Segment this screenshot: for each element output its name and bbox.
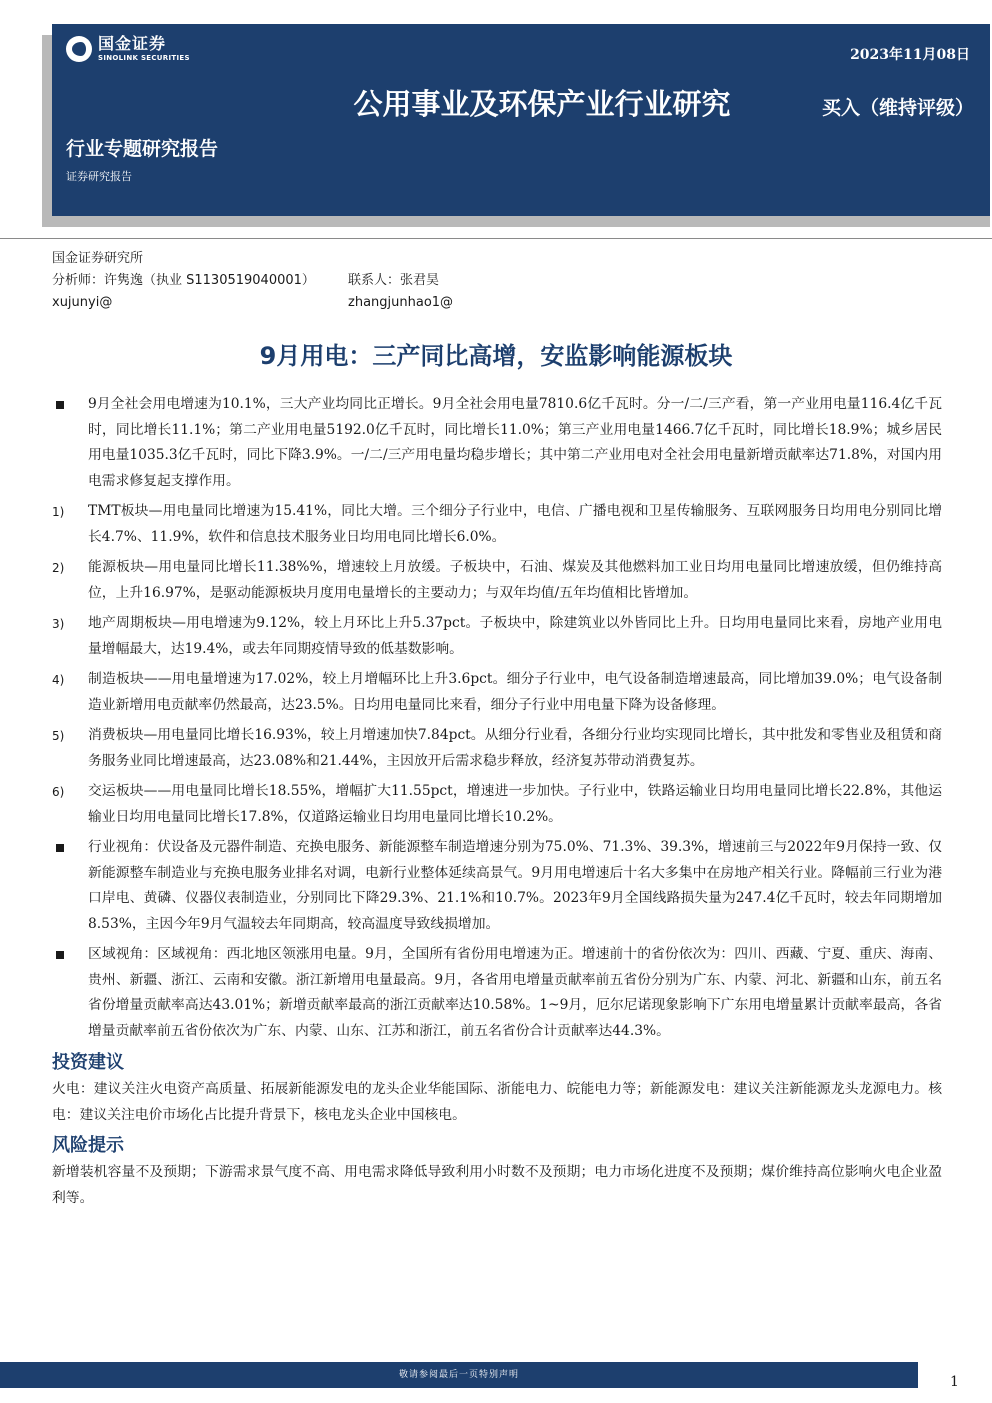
item-text: 区域视角：区域视角：西北地区领涨用电量。9月，全国所有省份用电增速为正。增速前十的省份依次为：四川、西藏、宁夏、重庆、海南、贵州、新疆、浙江、云南和安徽。浙江新增用电量最高。9月，各省用电增量贡献率前五省份分别为广东、内蒙、河北、新疆和山东，前五名省份增量贡献率高达43.01%；新增贡献率最高的浙江贡献率达10.58%。1~9月，厄尔尼诺现象影响下广东用电增量累计贡献率最高，各省增量贡献率前五省份依次为广东、内蒙、山东、江苏和浙江，前五名省份合计贡献率达44.3%。 <box>88 946 942 1039</box>
list-item <box>52 667 942 718</box>
bullet-square-icon <box>52 835 88 937</box>
item-number: 2) <box>52 561 65 575</box>
item-number: 5) <box>52 729 65 743</box>
report-subtype: 证券研究报告 <box>66 170 132 183</box>
rating-badge: 买入（维持评级） <box>821 97 974 119</box>
report-body <box>52 392 942 1215</box>
bullet-square-icon <box>52 942 88 1044</box>
divider <box>0 238 992 239</box>
list-item <box>52 392 942 494</box>
bullet-square-icon <box>52 392 88 494</box>
analyst-info <box>52 248 453 314</box>
contact-name: 联系人：张君昊 <box>348 273 440 288</box>
analyst-email[interactable]: xujunyi@ <box>52 295 113 310</box>
headline: 9月用电：三产同比高增，安监影响能源板块 <box>259 342 733 370</box>
invest-heading: 投资建议 <box>52 1052 124 1073</box>
report-date: 2023年11月08日 <box>850 47 970 63</box>
item-text: 交运板块——用电量同比增长18.55%，增幅扩大11.55pct，增速进一步加快。子行业中，铁路运输业日均用电量同比增长22.8%，其他运输业日均用电量同比增长17.8%，仅道路运输业日均用电量同比增长10.2%。 <box>88 783 942 825</box>
risk-heading: 风险提示 <box>52 1135 124 1156</box>
list-item <box>52 555 942 606</box>
list-item <box>52 779 942 830</box>
item-number: 1) <box>52 505 65 519</box>
item-text: 地产周期板块—用电增速为9.12%，较上月环比上升5.37pct。子板块中，除建筑业以外皆同比上升。日均用电量同比来看，房地产业用电量增幅最大，达19.4%，或去年同期疫情导致的低基数影响。 <box>88 615 942 657</box>
list-item <box>52 499 942 550</box>
item-text: 制造板块——用电量增速为17.02%，较上月增幅环比上升3.6pct。细分子行业中，电气设备制造增速最高，同比增加39.0%；电气设备制造业新增用电贡献率仍然最高，达23.5%。日均用电量同比来看，细分子行业中用电量下降为设备修理。 <box>88 671 942 713</box>
invest-text: 火电：建议关注火电资产高质量、拓展新能源发电的龙头企业华能国际、浙能电力、皖能电力等；新能源发电：建议关注新能源龙头龙源电力。核电：建议关注电价市场化占比提升背景下，核电龙头企业中国核电。 <box>52 1081 942 1123</box>
contact-email[interactable]: zhangjunhao1@ <box>348 295 454 310</box>
report-title: 公用事业及环保产业行业研究 <box>353 87 731 121</box>
logo-cn-text: 国金证券 <box>98 34 167 53</box>
sinolink-logo <box>66 36 190 62</box>
logo-icon <box>66 36 92 62</box>
list-item <box>52 942 942 1044</box>
item-text: 行业视角：伏设备及元器件制造、充换电服务、新能源整车制造增速分别为75.0%、71.3%、39.3%，增速前三与2022年9月保持一致、仅新能源整车制造业与充换电服务业排名对调，电新行业整体延续高景气。9月用电增速后十名大多集中在房地产相关行业。降幅前三行业为港口岸电、黄磷、仪器仪表制造业，分别同比下降29.3%、21.1%和10.7%。2023年9月全国线路损失量为247.4亿千瓦时，较去年同期增加8.53%，主因今年9月气温较去年同期高，较高温度导致线损增加。 <box>88 839 942 932</box>
footer-notice: 敬请参阅最后一页特别声明 <box>398 1370 519 1380</box>
list-item <box>52 835 942 937</box>
header-banner <box>52 24 990 216</box>
analyst-name: 分析师：许隽逸（执业 S1130519040001） <box>52 273 315 288</box>
list-item <box>52 723 942 774</box>
item-text: 9月全社会用电增速为10.1%，三大产业均同比正增长。9月全社会用电量7810.6亿千瓦时。分一/二/三产看，第一产业用电量116.4亿千瓦时，同比增长11.1%；第二产业用电量5192.0亿千瓦时，同比增长11.0%；第三产业用电量1466.7亿千瓦时，同比增长18.9%；城乡居民用电量1035.3亿千瓦时，同比下降3.9%。一/二/三产用电量均稳步增长；其中第二产业用电对全社会用电量新增贡献率达71.8%，对国内用电需求修复起支撑作用。 <box>88 396 942 489</box>
institute-name: 国金证券研究所 <box>52 251 144 266</box>
logo-en-text: SINOLINK SECURITIES <box>98 54 190 62</box>
item-number: 3) <box>52 617 65 631</box>
item-number: 4) <box>52 673 65 687</box>
item-text: 能源板块—用电量同比增长11.38%%，增速较上月放缓。子板块中，石油、煤炭及其他燃料加工业日均用电量同比增速放缓，但仍维持高位，上升16.97%，是驱动能源板块月度用电量增长的主要动力；与双年均值/五年均值相比皆增加。 <box>88 559 942 601</box>
list-item <box>52 611 942 662</box>
item-number: 6) <box>52 785 65 799</box>
report-type: 行业专题研究报告 <box>66 138 219 160</box>
item-text: 消费板块—用电量同比增长16.93%，较上月增速加快7.84pct。从细分行业看，各细分行业均实现同比增长，其中批发和零售业及租赁和商务服务业同比增速最高，达23.08%和21.44%，主因放开后需求稳步释放，经济复苏带动消费复苏。 <box>88 727 942 769</box>
item-text: TMT板块—用电量同比增速为15.41%，同比大增。三个细分子行业中，电信、广播电视和卫星传输服务、互联网服务日均用电分别同比增长4.7%、11.9%，软件和信息技术服务业日均用电同比增长6.0%。 <box>88 503 942 545</box>
page-number: 1 <box>950 1374 959 1390</box>
risk-text: 新增装机容量不及预期；下游需求景气度不高、用电需求降低导致利用小时数不及预期；电力市场化进度不及预期；煤价维持高位影响火电企业盈利等。 <box>52 1164 942 1206</box>
